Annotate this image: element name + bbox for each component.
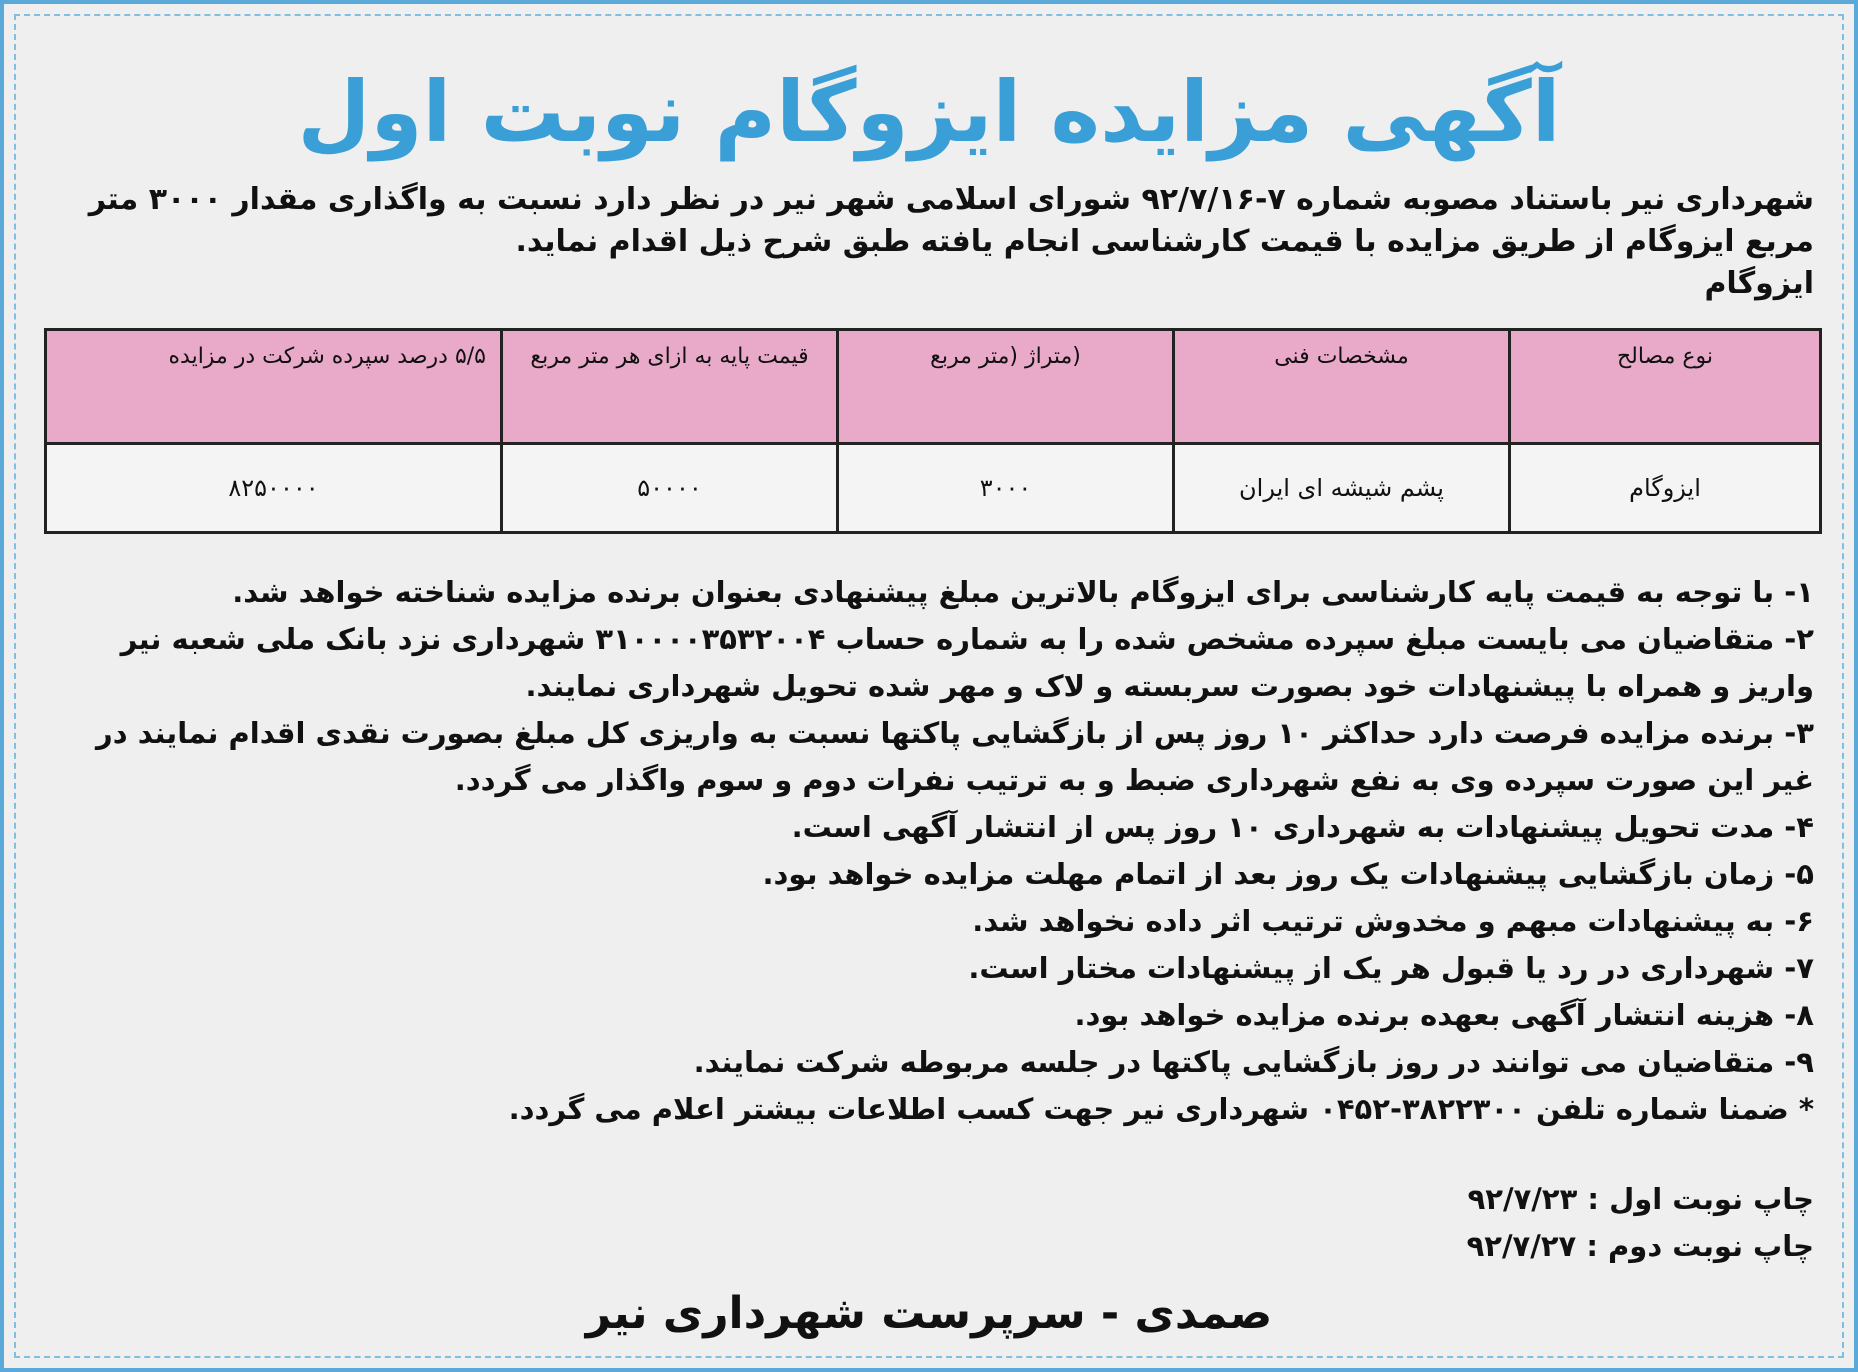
table-header-row	[46, 330, 1821, 444]
print-dates	[1467, 1176, 1814, 1270]
condition-item: ۷- شهرداری در رد یا قبول هر یک از پیشنهادات مختار است.	[968, 951, 1814, 985]
cell-base-price: ۵۰۰۰۰	[502, 444, 838, 533]
condition-item: ۵- زمان بازگشایی پیشنهادات یک روز بعد از اتمام مهلت مزایده خواهد بود.	[762, 857, 1814, 891]
condition-item: ۴- مدت تحویل پیشنهادات به شهرداری ۱۰ روز پس از انتشار آگهی است.	[791, 810, 1814, 844]
condition-item: ۲- متقاضیان می بایست مبلغ سپرده مشخص شده را به شماره حساب ۳۱۰۰۰۰۳۵۳۲۰۰۴ شهرداری نزد بانک ملی شعبه نیر واریز و همراه با پیشنهادات خود بصورت سربسته و لاک و مهر شده تحویل شهرداری نمایند.	[120, 622, 1814, 703]
header-technical-specs: مشخصات فنی	[1174, 330, 1510, 444]
header-material-type: نوع مصالح	[1510, 330, 1821, 444]
condition-item: ۱- با توجه به قیمت پایه کارشناسی برای ایزوگام بالاترین مبلغ پیشنهادی بعنوان برنده مزایده شناخته خواهد شد.	[232, 575, 1814, 609]
header-area: (متراژ (متر مربع	[838, 330, 1174, 444]
cell-material-type: ایزوگام	[1510, 444, 1821, 533]
signature: صمدی - سرپرست شهرداری نیر	[585, 1288, 1273, 1339]
header-base-price: قیمت پایه به ازای هر متر مربع	[502, 330, 838, 444]
intro-paragraph: شهرداری نیر باستناد مصوبه شماره ۷-۹۲/۷/۱۶ شورای اسلامی شهر نیر در نظر دارد نسبت به واگذاری مقدار ۳۰۰۰ متر مربع ایزوگام از طریق مزایده با قیمت کارشناسی انجام یافته طبق شرح ذیل اقدام نماید.	[88, 182, 1814, 259]
cell-technical-specs: پشم شیشه ای ایران	[1174, 444, 1510, 533]
auction-table	[44, 328, 1822, 534]
header-deposit: ۵/۵ درصد سپرده شرکت در مزایده	[46, 330, 502, 444]
condition-item: ۳- برنده مزایده فرصت دارد حداکثر ۱۰ روز پس از بازگشایی پاکتها نسبت به واریزی کل مبلغ بصورت نقدی اقدام نمایند در غیر این صورت سپرده وی به نفع شهرداری ضبط و به ترتیب نفرات دوم و سوم واگذار می گردد.	[96, 716, 1814, 797]
condition-note: * ضمنا شماره تلفن ۳۸۲۲۳۰۰-۰۴۵۲ شهرداری نیر جهت کسب اطلاعات بیشتر اعلام می گردد.	[508, 1092, 1814, 1126]
condition-item: ۹- متقاضیان می توانند در روز بازگشایی پاکتها در جلسه مربوطه شرکت نمایند.	[693, 1045, 1814, 1079]
conditions-list	[44, 569, 1814, 1133]
ad-title: آگهی مزایده ایزوگام نوبت اول	[297, 63, 1561, 161]
print-first-date: چاپ نوبت اول : ۹۲/۷/۲۳	[1467, 1182, 1814, 1216]
print-second-date: چاپ نوبت دوم : ۹۲/۷/۲۷	[1466, 1229, 1814, 1263]
cell-deposit: ۸۲۵۰۰۰۰	[46, 444, 502, 533]
cell-area: ۳۰۰۰	[838, 444, 1174, 533]
subject-label: ایزوگام	[1704, 266, 1814, 301]
table-row	[46, 444, 1821, 533]
condition-item: ۶- به پیشنهادات مبهم و مخدوش ترتیب اثر داده نخواهد شد.	[972, 904, 1814, 938]
condition-item: ۸- هزینه انتشار آگهی بعهده برنده مزایده خواهد بود.	[1074, 998, 1814, 1032]
